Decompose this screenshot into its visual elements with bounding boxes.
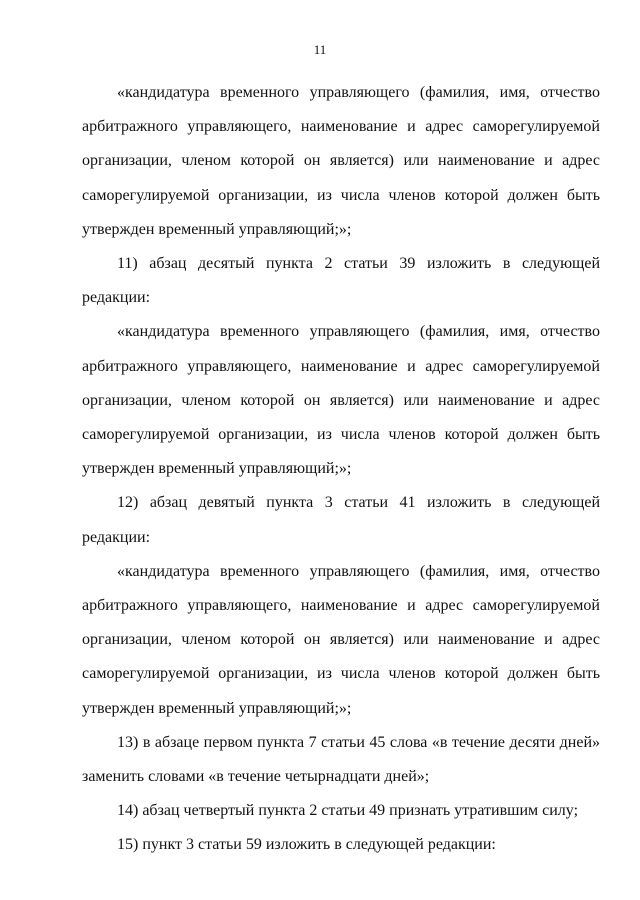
- paragraph-candidacy-quote-2: «кандидатура временного управляющего (фамилия, имя, отчество арбитражного управляющего, наименование и адрес саморегулируемой организации, членом которой он является) или наименование и адрес саморегулируемой организации, из числа членов которой должен быть утвержден временный управляющий;»;: [82, 323, 600, 478]
- paragraph-item-15: 15) пункт 3 статьи 59 изложить в следующей редакции:: [117, 836, 496, 854]
- page-number: 11: [313, 42, 327, 57]
- paragraph-item-11: 11) абзац десятый пункта 2 статьи 39 изложить в следующей редакции:: [82, 255, 600, 307]
- paragraph-item-14: 14) абзац четвертый пункта 2 статьи 49 признать утратившим силу;: [117, 802, 579, 820]
- paragraph-candidacy-quote-1: «кандидатура временного управляющего (фамилия, имя, отчество арбитражного управляющего, наименование и адрес саморегулируемой организации, членом которой он является) или наименование и адрес саморегулируемой организации, из числа членов которой должен быть утвержден временный управляющий;»;: [82, 84, 600, 238]
- document-body: [82, 76, 600, 863]
- paragraph-item-12: 12) абзац девятый пункта 3 статьи 41 изложить в следующей редакции:: [82, 494, 600, 546]
- paragraph-candidacy-quote-3: «кандидатура временного управляющего (фамилия, имя, отчество арбитражного управляющего, наименование и адрес саморегулируемой организации, членом которой он является) или наименование и адрес саморегулируемой организации, из числа членов которой должен быть утвержден временный управляющий;»;: [82, 562, 600, 717]
- paragraph-item-13: 13) в абзаце первом пункта 7 статьи 45 слова «в течение десяти дней» заменить словами «в течение четырнадцати дней»;: [82, 733, 600, 786]
